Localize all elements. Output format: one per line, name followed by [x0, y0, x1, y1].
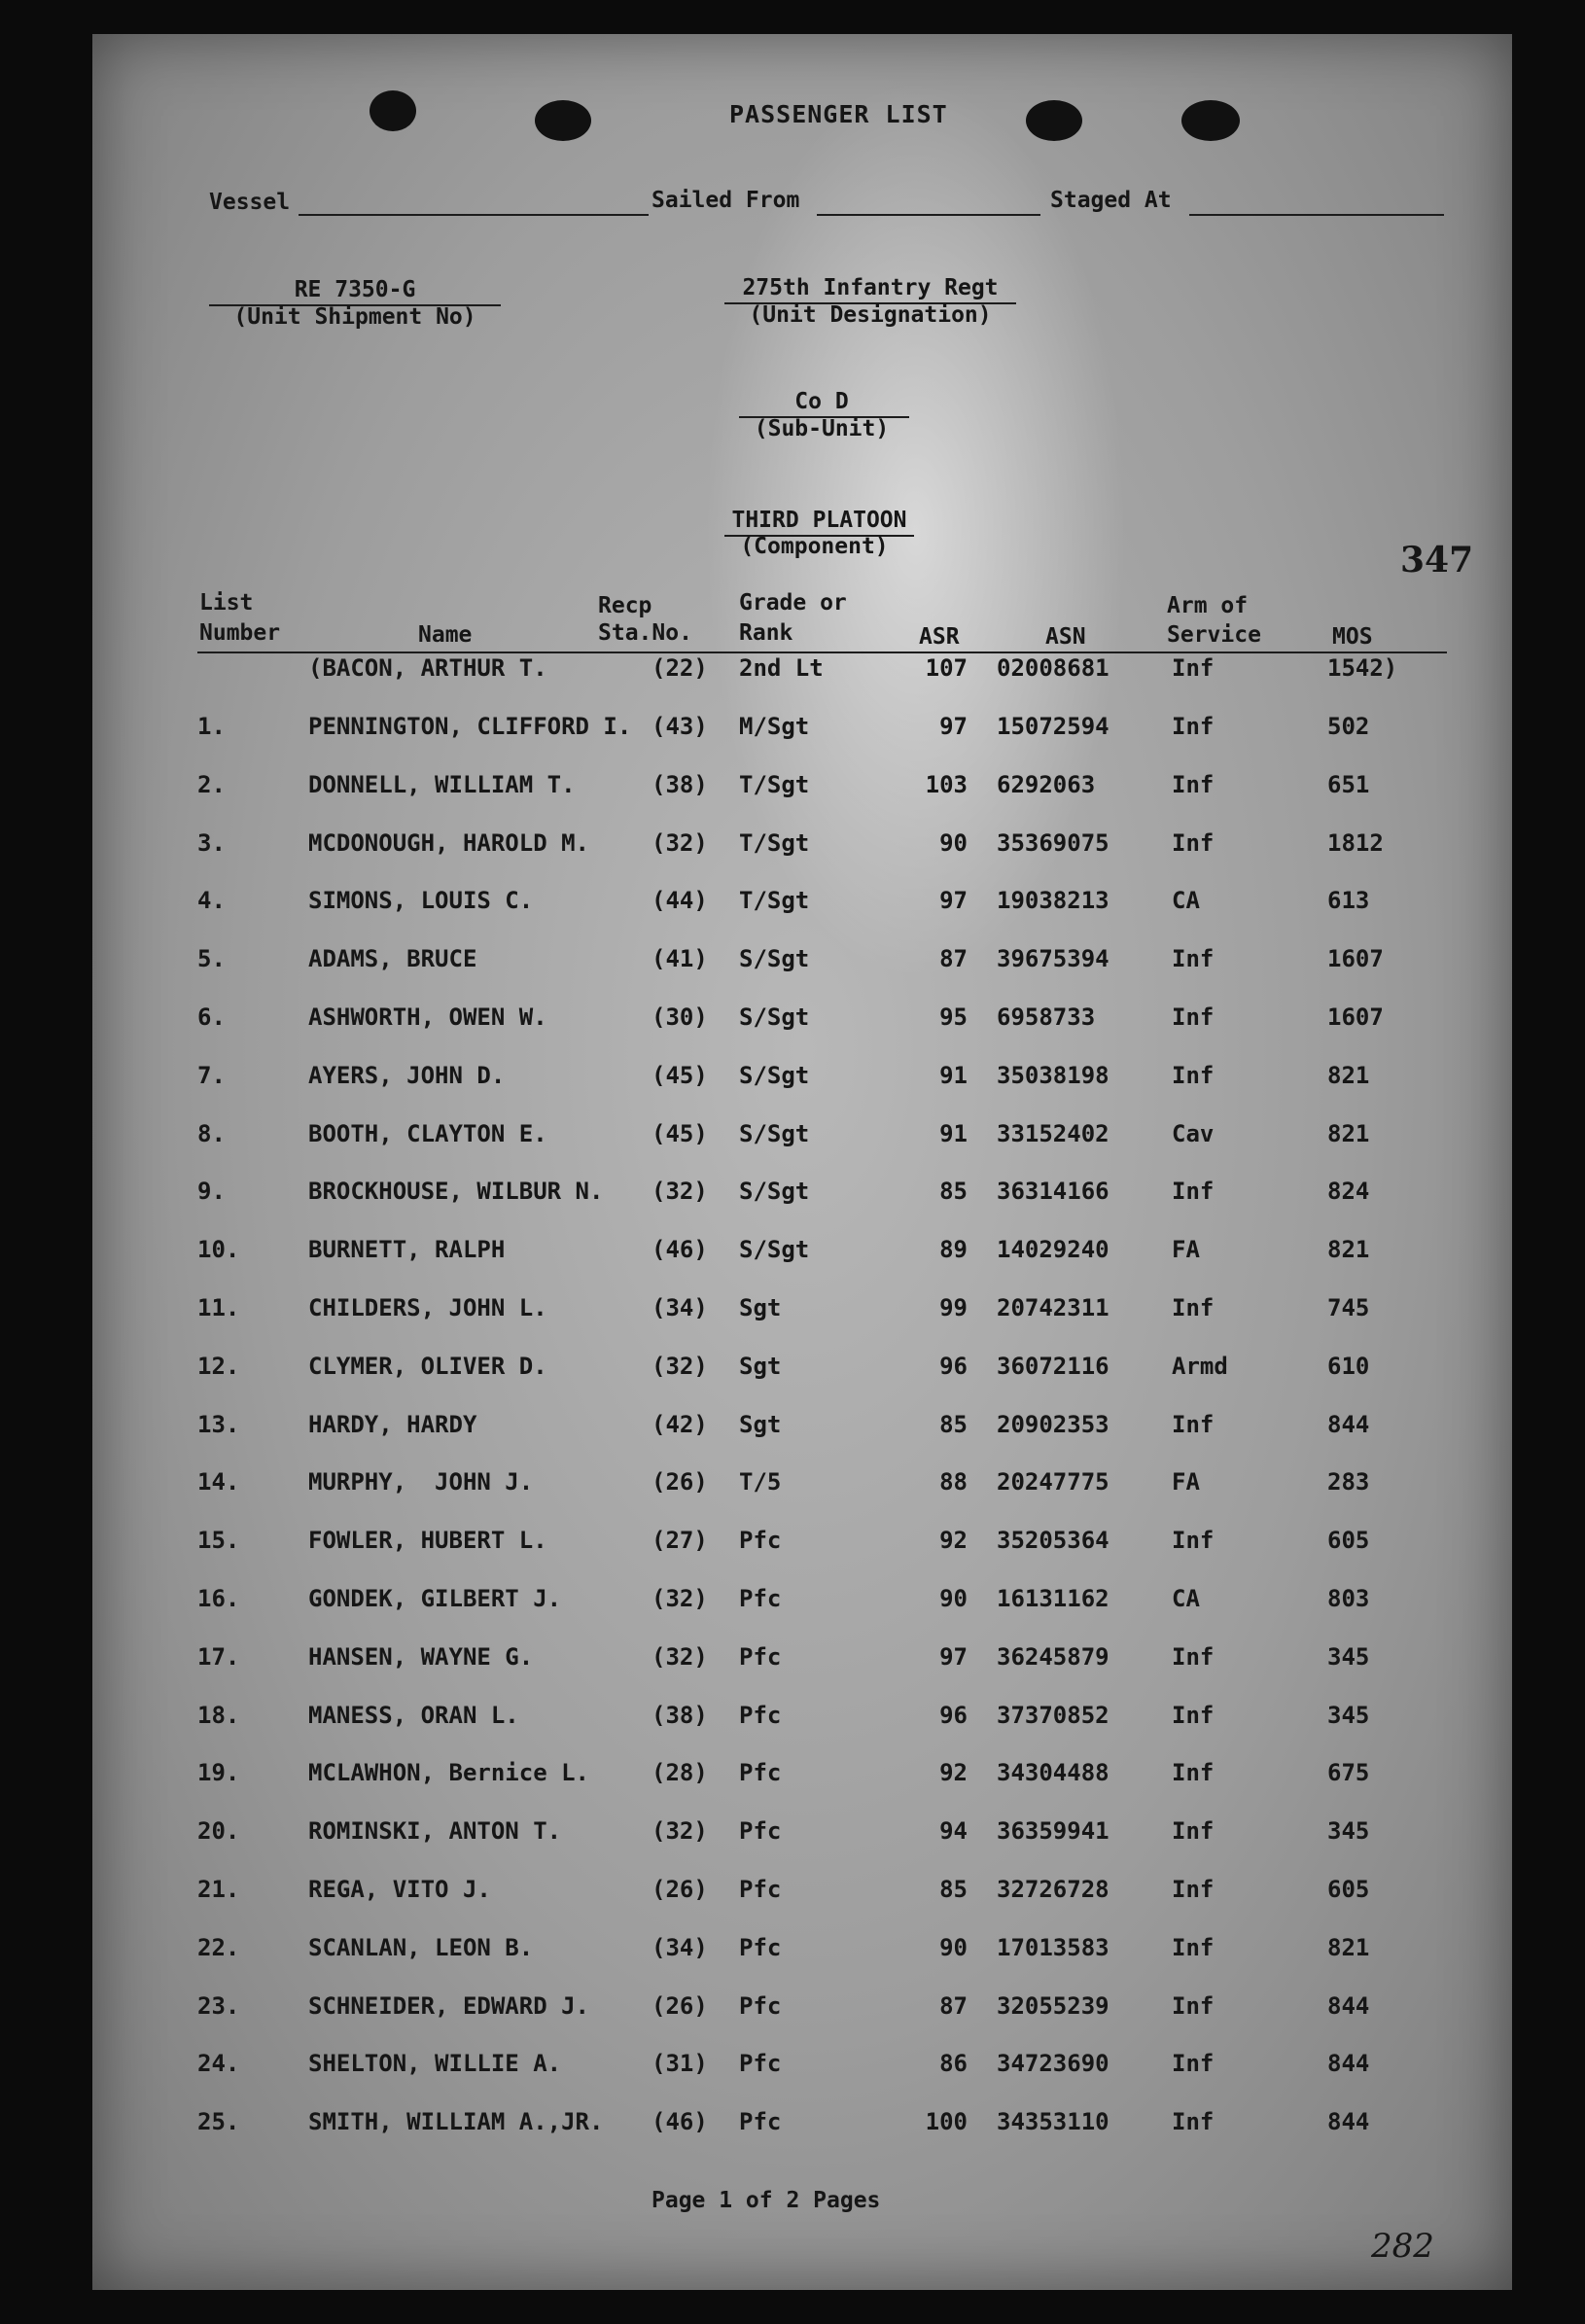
cell-mos: 844 — [1327, 1991, 1370, 2020]
cell-asr: 95 — [939, 1004, 968, 1031]
cell-arm: Inf — [1172, 1061, 1215, 1089]
cell-sta: (32) — [652, 828, 708, 857]
col-mos: MOS — [1332, 624, 1373, 650]
punch-hole — [370, 90, 416, 131]
table-row — [92, 1178, 1512, 1216]
col-recp-1: Recp — [598, 593, 652, 618]
cell-grade: Pfc — [739, 1701, 782, 1729]
cell-sta: (44) — [652, 887, 708, 915]
cell-name: REGA, VITO J. — [308, 1876, 491, 1903]
cell-grade: Pfc — [739, 2108, 782, 2136]
cell-mos: 502 — [1327, 713, 1370, 740]
cell-asr: 90 — [939, 1585, 968, 1612]
cell-sta: (32) — [652, 1178, 708, 1206]
cell-num: 17. — [197, 1642, 240, 1671]
col-list-number-2: Number — [199, 620, 281, 646]
cell-arm: FA — [1172, 1468, 1200, 1497]
punch-hole — [1026, 100, 1082, 141]
cell-asn: 20247775 — [997, 1468, 1110, 1497]
cell-asr: 87 — [939, 1991, 968, 2020]
cell-asr: 99 — [939, 1294, 968, 1321]
cell-asn: 39675394 — [997, 945, 1110, 973]
cell-name: MANESS, ORAN L. — [308, 1701, 519, 1729]
cell-name: SHELTON, WILLIE A. — [308, 2050, 562, 2078]
cell-name: MURPHY, JOHN J. — [308, 1468, 534, 1497]
cell-asr: 97 — [939, 713, 968, 740]
cell-sta: (26) — [652, 1468, 708, 1497]
cell-mos: 345 — [1327, 1642, 1370, 1671]
col-recp-2: Sta.No. — [598, 620, 692, 646]
sailed-from-line — [817, 214, 1040, 216]
cell-arm: Inf — [1172, 1527, 1215, 1555]
table-row — [92, 1527, 1512, 1566]
cell-arm: Inf — [1172, 1817, 1215, 1846]
cell-name: ASHWORTH, OWEN W. — [308, 1004, 547, 1031]
cell-asn: 34304488 — [997, 1759, 1110, 1787]
component: THIRD PLATOON — [731, 508, 907, 533]
table-row — [92, 1120, 1512, 1159]
cell-num: 12. — [197, 1352, 240, 1380]
table-row — [92, 1468, 1512, 1507]
punch-hole — [1181, 100, 1240, 141]
cell-asr: 96 — [939, 1701, 968, 1729]
cell-asn: 34353110 — [997, 2108, 1110, 2136]
table-row — [92, 1062, 1512, 1101]
cell-grade: S/Sgt — [739, 1178, 810, 1206]
cell-num: 8. — [197, 1119, 226, 1147]
cell-asn: 36314166 — [997, 1178, 1110, 1206]
cell-num: 13. — [197, 1410, 240, 1438]
cell-asr: 86 — [939, 2050, 968, 2078]
page-stamp-number: 347 — [1400, 540, 1474, 581]
table-row — [92, 1004, 1512, 1042]
cell-name: BROCKHOUSE, WILBUR N. — [308, 1178, 604, 1206]
cell-name: MCDONOUGH, HAROLD M. — [308, 828, 589, 857]
unit-shipment-caption: (Unit Shipment No) — [233, 304, 476, 330]
cell-asn: 35205364 — [997, 1527, 1110, 1555]
cell-num: 23. — [197, 1991, 240, 2020]
table-row — [92, 1817, 1512, 1856]
cell-asr: 89 — [939, 1236, 968, 1264]
officer-name: (BACON, ARTHUR T. — [308, 654, 547, 682]
cell-asr: 90 — [939, 828, 968, 857]
unit-designation-caption: (Unit Designation) — [749, 302, 992, 328]
cell-asn: 34723690 — [997, 2050, 1110, 2078]
table-row — [92, 945, 1512, 984]
cell-arm: Inf — [1172, 2050, 1215, 2078]
cell-asn: 20902353 — [997, 1410, 1110, 1438]
cell-asr: 100 — [925, 2108, 968, 2136]
cell-name: BURNETT, RALPH — [308, 1236, 506, 1264]
cell-arm: Inf — [1172, 1991, 1215, 2020]
sub-unit: Co D — [794, 389, 849, 414]
cell-num: 7. — [197, 1061, 226, 1089]
staged-at-line — [1189, 214, 1444, 216]
cell-asn: 37370852 — [997, 1701, 1110, 1729]
table-row — [92, 1353, 1512, 1391]
cell-grade: T/Sgt — [739, 770, 810, 798]
cell-asr: 87 — [939, 945, 968, 973]
cell-arm: Cav — [1172, 1119, 1215, 1147]
officer-row — [92, 654, 1512, 693]
cell-num: 5. — [197, 945, 226, 973]
cell-sta: (32) — [652, 1642, 708, 1671]
cell-arm: Inf — [1172, 1004, 1215, 1031]
unit-designation: 275th Infantry Regt — [742, 275, 999, 300]
cell-sta: (38) — [652, 770, 708, 798]
cell-asr: 88 — [939, 1468, 968, 1497]
cell-grade: S/Sgt — [739, 1236, 810, 1264]
cell-asr: 91 — [939, 1061, 968, 1089]
cell-asr: 91 — [939, 1119, 968, 1147]
cell-mos: 605 — [1327, 1527, 1370, 1555]
cell-num: 11. — [197, 1294, 240, 1321]
sailed-from-label: Sailed From — [652, 188, 800, 213]
cell-grade: Pfc — [739, 1527, 782, 1555]
cell-mos: 345 — [1327, 1701, 1370, 1729]
page-title: PASSENGER LIST — [729, 100, 948, 128]
cell-num: 6. — [197, 1004, 226, 1031]
cell-name: AYERS, JOHN D. — [308, 1061, 506, 1089]
cell-asr: 92 — [939, 1527, 968, 1555]
table-row — [92, 1934, 1512, 1973]
cell-arm: Inf — [1172, 1294, 1215, 1321]
cell-sta: (42) — [652, 1410, 708, 1438]
cell-sta: (32) — [652, 1352, 708, 1380]
cell-sta: (38) — [652, 1701, 708, 1729]
cell-mos: 844 — [1327, 2050, 1370, 2078]
cell-num: 21. — [197, 1876, 240, 1903]
officer-sta: (22) — [652, 654, 708, 682]
cell-grade: Pfc — [739, 1933, 782, 1961]
officer-asr: 107 — [925, 654, 968, 682]
cell-mos: 1607 — [1327, 945, 1384, 973]
cell-mos: 821 — [1327, 1236, 1370, 1264]
cell-name: CHILDERS, JOHN L. — [308, 1294, 547, 1321]
cell-mos: 613 — [1327, 887, 1370, 915]
cell-mos: 821 — [1327, 1061, 1370, 1089]
cell-num: 9. — [197, 1178, 226, 1206]
table-row — [92, 1992, 1512, 2031]
cell-name: CLYMER, OLIVER D. — [308, 1352, 547, 1380]
cell-sta: (46) — [652, 1236, 708, 1264]
cell-sta: (27) — [652, 1527, 708, 1555]
header-rule — [197, 651, 1447, 653]
cell-arm: Inf — [1172, 1759, 1215, 1787]
cell-name: BOOTH, CLAYTON E. — [308, 1119, 547, 1147]
cell-asn: 32055239 — [997, 1991, 1110, 2020]
table-row — [92, 771, 1512, 810]
cell-sta: (43) — [652, 713, 708, 740]
cell-grade: Pfc — [739, 1991, 782, 2020]
cell-grade: Sgt — [739, 1294, 782, 1321]
cell-name: HARDY, HARDY — [308, 1410, 477, 1438]
cell-sta: (34) — [652, 1294, 708, 1321]
table-row — [92, 2050, 1512, 2089]
cell-asn: 35038198 — [997, 1061, 1110, 1089]
table-row — [92, 1294, 1512, 1333]
table-row — [92, 1643, 1512, 1682]
cell-sta: (34) — [652, 1933, 708, 1961]
cell-name: GONDEK, GILBERT J. — [308, 1585, 562, 1612]
handwritten-number: 282 — [1371, 2227, 1434, 2266]
cell-mos: 824 — [1327, 1178, 1370, 1206]
cell-asn: 15072594 — [997, 713, 1110, 740]
cell-asn: 20742311 — [997, 1294, 1110, 1321]
officer-asn: 02008681 — [997, 654, 1110, 682]
cell-mos: 610 — [1327, 1352, 1370, 1380]
cell-grade: Pfc — [739, 1817, 782, 1846]
cell-num: 2. — [197, 770, 226, 798]
cell-mos: 283 — [1327, 1468, 1370, 1497]
table-row — [92, 1585, 1512, 1624]
cell-mos: 1607 — [1327, 1004, 1384, 1031]
cell-mos: 745 — [1327, 1294, 1370, 1321]
cell-arm: Inf — [1172, 1410, 1215, 1438]
sub-unit-caption: (Sub-Unit) — [754, 416, 890, 441]
cell-num: 14. — [197, 1468, 240, 1497]
cell-mos: 675 — [1327, 1759, 1370, 1787]
cell-num: 1. — [197, 713, 226, 740]
cell-num: 16. — [197, 1585, 240, 1612]
cell-asn: 32726728 — [997, 1876, 1110, 1903]
cell-arm: Inf — [1172, 1876, 1215, 1903]
cell-arm: CA — [1172, 887, 1200, 915]
cell-name: SIMONS, LOUIS C. — [308, 887, 534, 915]
cell-name: ROMINSKI, ANTON T. — [308, 1817, 562, 1846]
cell-asr: 90 — [939, 1933, 968, 1961]
cell-sta: (46) — [652, 2108, 708, 2136]
cell-arm: Armd — [1172, 1352, 1228, 1380]
cell-mos: 821 — [1327, 1119, 1370, 1147]
col-asn: ASN — [1045, 624, 1086, 650]
col-grade-1: Grade or — [739, 590, 847, 616]
cell-asn: 36245879 — [997, 1642, 1110, 1671]
cell-sta: (26) — [652, 1991, 708, 2020]
officer-arm: Inf — [1172, 654, 1215, 682]
cell-grade: S/Sgt — [739, 1004, 810, 1031]
cell-mos: 844 — [1327, 1410, 1370, 1438]
table-row — [92, 887, 1512, 926]
table-row — [92, 829, 1512, 868]
cell-grade: T/Sgt — [739, 828, 810, 857]
cell-asr: 85 — [939, 1876, 968, 1903]
table-row — [92, 1236, 1512, 1275]
cell-grade: Pfc — [739, 1876, 782, 1903]
cell-arm: Inf — [1172, 945, 1215, 973]
table-row — [92, 2108, 1512, 2147]
cell-num: 18. — [197, 1701, 240, 1729]
cell-asn: 16131162 — [997, 1585, 1110, 1612]
table-row — [92, 1411, 1512, 1450]
cell-asn: 14029240 — [997, 1236, 1110, 1264]
cell-grade: S/Sgt — [739, 945, 810, 973]
col-grade-2: Rank — [739, 620, 793, 646]
cell-arm: Inf — [1172, 1178, 1215, 1206]
cell-mos: 1812 — [1327, 828, 1384, 857]
cell-num: 24. — [197, 2050, 240, 2078]
cell-grade: Pfc — [739, 1759, 782, 1787]
punch-hole — [535, 100, 591, 141]
cell-mos: 821 — [1327, 1933, 1370, 1961]
table-row — [92, 1759, 1512, 1798]
cell-arm: Inf — [1172, 1642, 1215, 1671]
cell-num: 3. — [197, 828, 226, 857]
cell-name: SCANLAN, LEON B. — [308, 1933, 534, 1961]
table-row — [92, 1876, 1512, 1915]
cell-asr: 96 — [939, 1352, 968, 1380]
cell-num: 25. — [197, 2108, 240, 2136]
cell-name: ADAMS, BRUCE — [308, 945, 477, 973]
cell-mos: 605 — [1327, 1876, 1370, 1903]
passenger-list-sheet — [92, 34, 1512, 2290]
cell-asn: 19038213 — [997, 887, 1110, 915]
cell-arm: Inf — [1172, 770, 1215, 798]
cell-mos: 345 — [1327, 1817, 1370, 1846]
cell-sta: (41) — [652, 945, 708, 973]
cell-asn: 6292063 — [997, 770, 1096, 798]
cell-asn: 6958733 — [997, 1004, 1096, 1031]
cell-sta: (26) — [652, 1876, 708, 1903]
col-list-number-1: List — [199, 590, 254, 616]
cell-asn: 17013583 — [997, 1933, 1110, 1961]
officer-grade: 2nd Lt — [739, 654, 824, 682]
cell-asr: 85 — [939, 1178, 968, 1206]
cell-grade: Sgt — [739, 1410, 782, 1438]
cell-sta: (32) — [652, 1817, 708, 1846]
cell-asn: 36072116 — [997, 1352, 1110, 1380]
cell-asr: 85 — [939, 1410, 968, 1438]
cell-num: 20. — [197, 1817, 240, 1846]
cell-name: HANSEN, WAYNE G. — [308, 1642, 534, 1671]
vessel-line — [299, 214, 649, 216]
cell-mos: 651 — [1327, 770, 1370, 798]
cell-grade: Pfc — [739, 1585, 782, 1612]
cell-name: FOWLER, HUBERT L. — [308, 1527, 547, 1555]
cell-asn: 35369075 — [997, 828, 1110, 857]
cell-grade: T/Sgt — [739, 887, 810, 915]
cell-mos: 803 — [1327, 1585, 1370, 1612]
col-asr: ASR — [919, 624, 960, 650]
cell-name: PENNINGTON, CLIFFORD I. — [308, 713, 632, 740]
cell-arm: Inf — [1172, 1933, 1215, 1961]
cell-mos: 844 — [1327, 2108, 1370, 2136]
cell-num: 4. — [197, 887, 226, 915]
cell-num: 10. — [197, 1236, 240, 1264]
col-name: Name — [418, 622, 473, 648]
cell-name: MCLAWHON, Bernice L. — [308, 1759, 589, 1787]
cell-asr: 97 — [939, 1642, 968, 1671]
cell-asr: 94 — [939, 1817, 968, 1846]
cell-asr: 97 — [939, 887, 968, 915]
vessel-label: Vessel — [209, 190, 291, 215]
officer-mos: 1542) — [1327, 654, 1398, 682]
cell-grade: M/Sgt — [739, 713, 810, 740]
cell-grade: S/Sgt — [739, 1061, 810, 1089]
table-row — [92, 1702, 1512, 1741]
component-caption: (Component) — [740, 534, 889, 559]
cell-arm: FA — [1172, 1236, 1200, 1264]
cell-asr: 103 — [925, 770, 968, 798]
cell-num: 22. — [197, 1933, 240, 1961]
cell-arm: Inf — [1172, 1701, 1215, 1729]
cell-name: SCHNEIDER, EDWARD J. — [308, 1991, 589, 2020]
staged-at-label: Staged At — [1050, 188, 1172, 213]
cell-arm: Inf — [1172, 713, 1215, 740]
cell-sta: (45) — [652, 1061, 708, 1089]
cell-num: 19. — [197, 1759, 240, 1787]
cell-grade: Sgt — [739, 1352, 782, 1380]
page-footer: Page 1 of 2 Pages — [652, 2188, 881, 2213]
cell-asr: 92 — [939, 1759, 968, 1787]
cell-arm: CA — [1172, 1585, 1200, 1612]
col-arm-2: Service — [1167, 622, 1261, 648]
cell-grade: T/5 — [739, 1468, 782, 1497]
cell-asn: 36359941 — [997, 1817, 1110, 1846]
cell-num: 15. — [197, 1527, 240, 1555]
table-row — [92, 713, 1512, 752]
cell-sta: (30) — [652, 1004, 708, 1031]
cell-name: DONNELL, WILLIAM T. — [308, 770, 576, 798]
cell-grade: S/Sgt — [739, 1119, 810, 1147]
cell-sta: (45) — [652, 1119, 708, 1147]
cell-arm: Inf — [1172, 828, 1215, 857]
cell-sta: (32) — [652, 1585, 708, 1612]
cell-grade: Pfc — [739, 1642, 782, 1671]
unit-shipment-no: RE 7350-G — [294, 277, 416, 302]
col-arm-1: Arm of — [1167, 593, 1249, 618]
cell-name: SMITH, WILLIAM A.,JR. — [308, 2108, 604, 2136]
cell-sta: (28) — [652, 1759, 708, 1787]
cell-sta: (31) — [652, 2050, 708, 2078]
cell-grade: Pfc — [739, 2050, 782, 2078]
cell-asn: 33152402 — [997, 1119, 1110, 1147]
cell-arm: Inf — [1172, 2108, 1215, 2136]
